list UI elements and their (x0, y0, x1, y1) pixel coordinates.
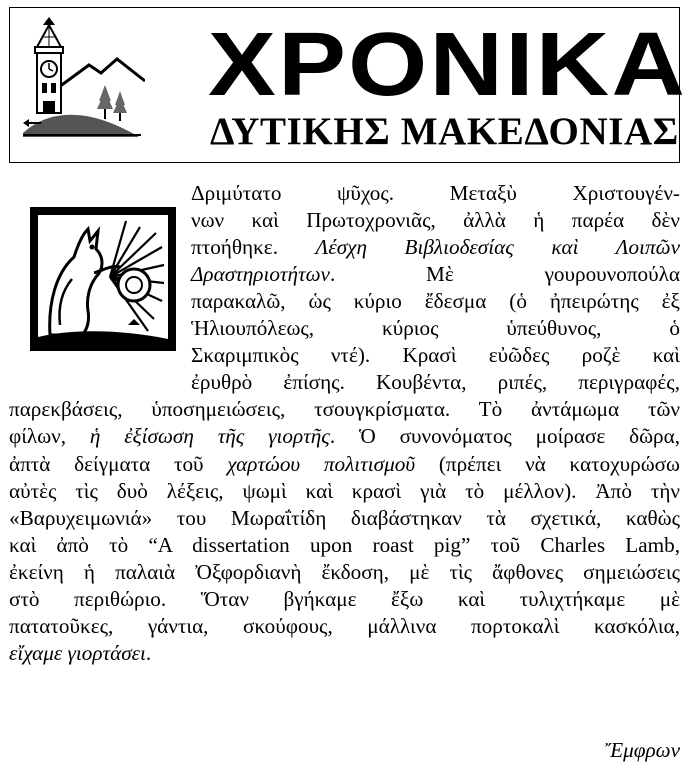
article-line (9, 505, 680, 532)
text-run: αὐτὲς τὶς δυὸ λέξεις, ψωμὶ καὶ κρασὶ γιὰ τὸ μέλλον). Ἀπὸ τὴν (9, 478, 680, 503)
text-run: παρεκβάσεις, ὑποσημειώσεις, τσουγκρίσματα. Τὸ ἀντάμωμα τῶν (9, 397, 680, 422)
newspaper-title: ΧΡΟΝΙΚΑ (208, 15, 688, 115)
article-line (9, 586, 680, 613)
article-line (191, 261, 680, 288)
text-run: . (145, 640, 152, 665)
article-line (9, 613, 680, 640)
article-line (191, 234, 680, 261)
text-run: Ἡλιουπόλεως, κύριος ὑπεύθυνος, ὁ (191, 316, 680, 341)
text-run: . Μὲ γουρουνοπούλα (329, 262, 680, 287)
text-run: φίλων, (9, 424, 90, 449)
italic-text: Λέσχη Βιβλιοδεσίας καὶ Λοιπῶν (315, 235, 680, 260)
article-line (191, 207, 680, 234)
clock-tower-logo (19, 17, 145, 143)
text-run: στὸ περιθώριο. Ὅταν βγήκαμε ἔξω καὶ τυλιχτήκαμε μὲ (9, 586, 680, 611)
cat-woodcut-illustration (30, 207, 176, 351)
masthead (9, 7, 688, 163)
article-line (191, 180, 680, 207)
text-run: (πρέπει νὰ κατοχυρώσω (415, 451, 681, 476)
text-run: Δριμύτατο ψῦχος. Μεταξὺ Χριστουγέν- (191, 181, 680, 205)
article-line (191, 288, 680, 315)
italic-text: ἡ ἐξίσωση τῆς γιορτῆς (89, 424, 330, 449)
newspaper-subtitle: ΔΥΤΙΚΗΣ ΜΑΚΕΔΟΝΙΑΣ (210, 110, 679, 153)
article-line (9, 451, 680, 478)
text-run: καὶ ἀπὸ τὸ “A dissertation upon roast pig” τοῦ Charles Lamb, (9, 532, 680, 557)
article-line (9, 423, 680, 450)
italic-text: εἴχαμε γιορτάσει (9, 640, 146, 665)
text-run: ἐρυθρὸ ἐπίσης. Κουβέντα, ριπές, περιγραφές, (191, 370, 680, 395)
article-line (9, 640, 680, 667)
article-line (9, 396, 680, 423)
article-line (9, 559, 680, 586)
italic-text: χαρτώου πολιτισμοῦ (227, 451, 416, 476)
article-line (9, 478, 680, 505)
text-run: ἐκείνη ἡ παλαιὰ Ὀξφορδιανὴ ἔκδοση, μὲ τὶς ἄφθονες σημειώσεις (9, 559, 680, 584)
article-line (191, 369, 680, 396)
text-run: ἀπτὰ δείγματα τοῦ (9, 451, 228, 476)
text-run: Σκαριμπικὸς ντέ). Κρασὶ εὐῶδες ροζὲ καὶ (191, 343, 680, 368)
text-run: νων καὶ Πρωτοχρονιᾶς, ἀλλὰ ἡ παρέα δὲν (191, 208, 680, 233)
italic-text: Δραστηριοτήτων (191, 262, 330, 287)
text-run: πατατοῦκες, γάντια, σκούφους, μάλλινα πορτοκαλὶ κασκόλια, (9, 613, 680, 638)
text-run: «Βαρυχειμωνιά» του Μωραΐτίδη διαβάστηκαν τὰ σχετικά, καθὼς (9, 505, 680, 530)
text-run: παρακαλῶ, ὡς κύριο ἔδεσμα (ὁ ἠπειρώτης ἐξ (191, 289, 680, 314)
text-run: πτοήθηκε. (191, 235, 316, 260)
text-run: . Ὁ συνονόματος μοίρασε δῶρα, (329, 424, 680, 449)
article-line (191, 342, 680, 369)
article-line (9, 532, 680, 559)
article-line (191, 315, 680, 342)
author-signature: Ἔμφρων (604, 738, 680, 762)
